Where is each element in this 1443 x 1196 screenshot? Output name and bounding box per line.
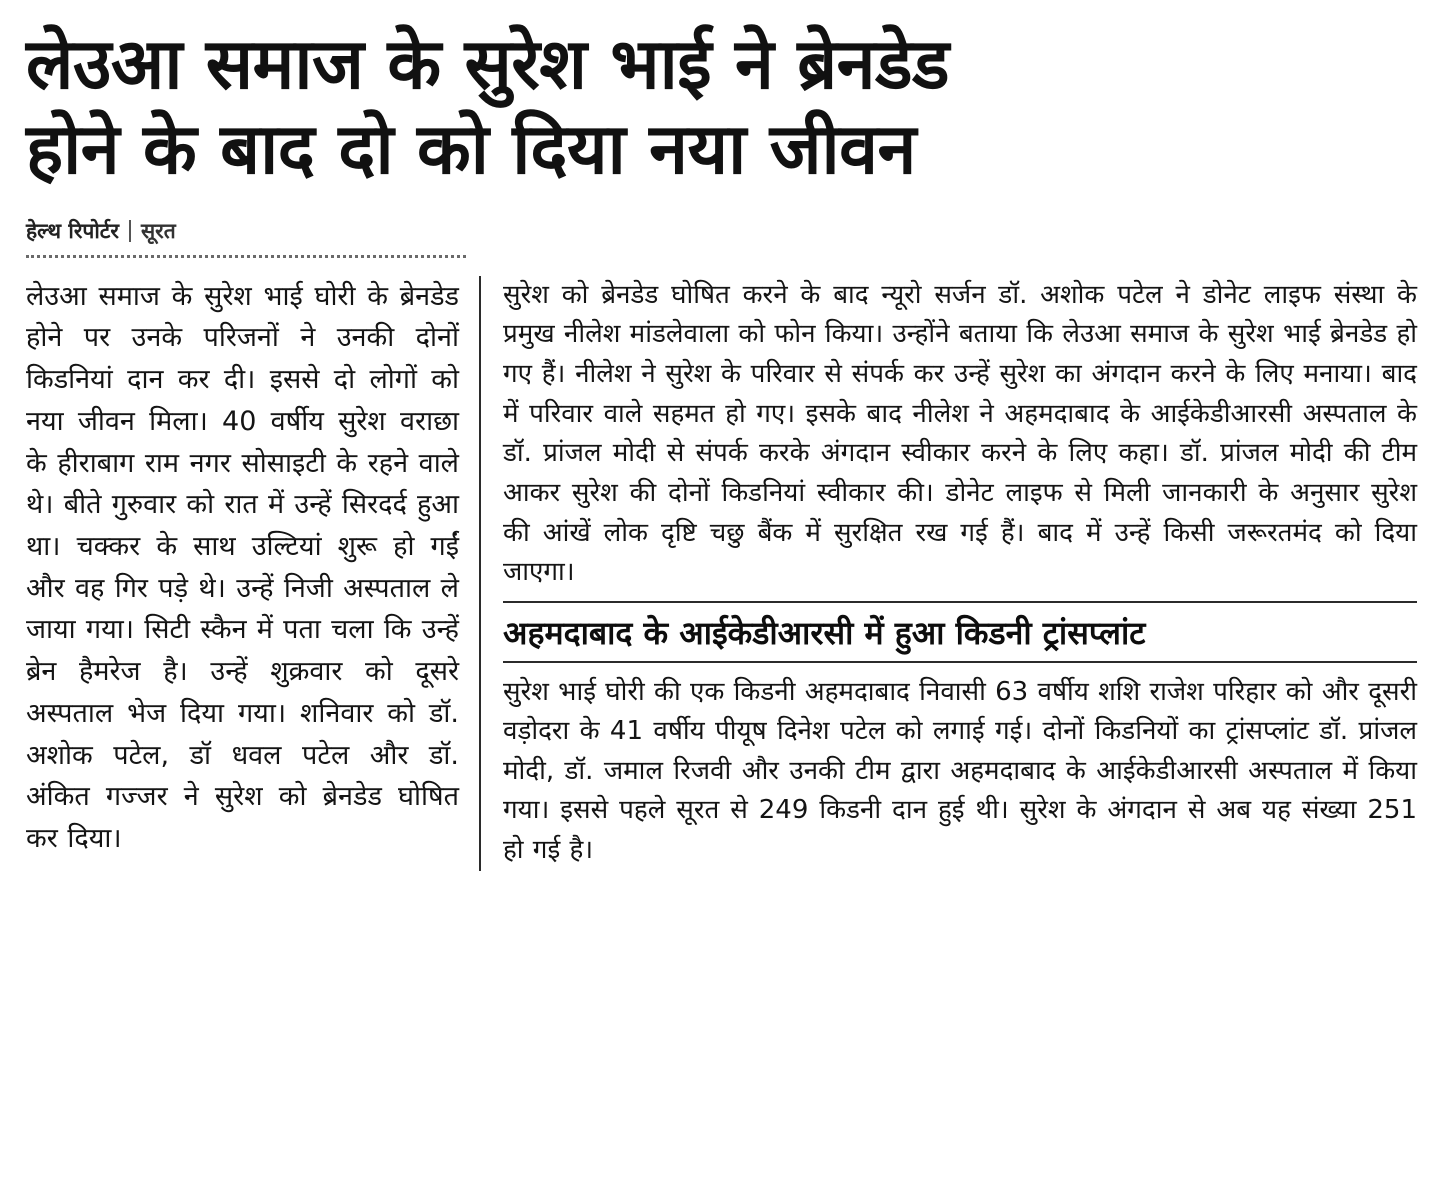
byline [26, 217, 1417, 245]
right-column-paragraph-2: सुरेश भाई घोरी की एक किडनी अहमदाबाद निवासी 63 वर्षीय शशि राजेश परिहार को और दूसरी वड़ोदरा के 41 वर्षीय पीयूष दिनेश पटेल को लगाई गई। दोनों किडनियों का ट्रांसप्लांट डॉ. प्रांजल मोदी, डॉ. जमाल रिजवी और उनकी टीम द्वारा अहमदाबाद के आईकेडीआरसी अस्पताल में किया गया। इससे पहले सूरत से 249 किडनी दान हुई थी। सुरेश के अंगदान से अब यह संख्या 251 हो गई है। [503, 676, 1417, 866]
left-column-paragraph: लेउआ समाज के सुरेश भाई घोरी के ब्रेनडेड होने पर उनके परिजनों ने उनकी दोनों किडनियां दान कर दी। इससे दो लोगों को नया जीवन मिला। 40 वर्षीय सुरेश वराछा के हीराबाग राम नगर सोसाइटी के रहने वाले थे। बीते गुरुवार को रात में उन्हें सिरदर्द हुआ था। चक्कर के साथ उल्टियां शुरू हो गईं और वह गिर पड़े थे। उन्हें निजी अस्पताल ले जाया गया। सिटी स्कैन में पता चला कि उन्हें ब्रेन हैमरेज है। उन्हें शुक्रवार को दूसरे अस्पताल भेज दिया गया। शनिवार को डॉ. अशोक पटेल, डॉ धवल पटेल और डॉ. अंकित गज्जर ने सुरेश को ब्रेनडेड घोषित कर दिया। [26, 280, 459, 854]
right-column [481, 276, 1417, 871]
byline-wrapper [26, 217, 1417, 245]
headline-line-1: लेउआ समाज के सुरेश भाई ने ब्रेनडेड [26, 23, 949, 105]
right-column-paragraph-1: सुरेश को ब्रेनडेड घोषित करने के बाद न्यूरो सर्जन डॉ. अशोक पटेल ने डोनेट लाइफ संस्था के प्रमुख नीलेश मांडलेवाला को फोन किया। उन्होंने बताया कि लेउआ समाज के सुरेश भाई ब्रेनडेड हो गए हैं। नीलेश ने सुरेश के परिवार से संपर्क कर उन्हें सुरेश का अंगदान करने के लिए मनाया। बाद में परिवार वाले सहमत हो गए। इसके बाद नीलेश ने अहमदाबाद के आईकेडीआरसी अस्पताल के डॉ. प्रांजल मोदी से संपर्क करके अंगदान स्वीकार करने के लिए कहा। डॉ. प्रांजल मोदी की टीम आकर सुरेश की दोनों किडनियां स्वीकार की। डोनेट लाइफ से मिली जानकारी के अनुसार सुरेश की आंखें लोक दृष्टि चछु बैंक में सुरक्षित रख गई हैं। बाद में उन्हें किसी जरूरतमंद को दिया जाएगा। [503, 279, 1417, 588]
subheading-rule-top [503, 601, 1417, 603]
article-columns [26, 276, 1417, 871]
subheading-rule-bottom [503, 661, 1417, 663]
byline-divider [129, 220, 131, 242]
right-column-subheading: अहमदाबाद के आईकेडीआरसी में हुआ किडनी ट्रांसप्लांट [503, 613, 1146, 652]
newspaper-article-page [0, 22, 1443, 1196]
left-column [26, 276, 481, 871]
byline-place: सूरत [140, 218, 176, 243]
byline-dotted-rule [26, 255, 466, 258]
headline-line-2: होने के बाद दो को दिया नया जीवन [26, 108, 916, 191]
byline-reporter: हेल्थ रिपोर्टर [26, 218, 119, 243]
page-title [26, 22, 1413, 193]
